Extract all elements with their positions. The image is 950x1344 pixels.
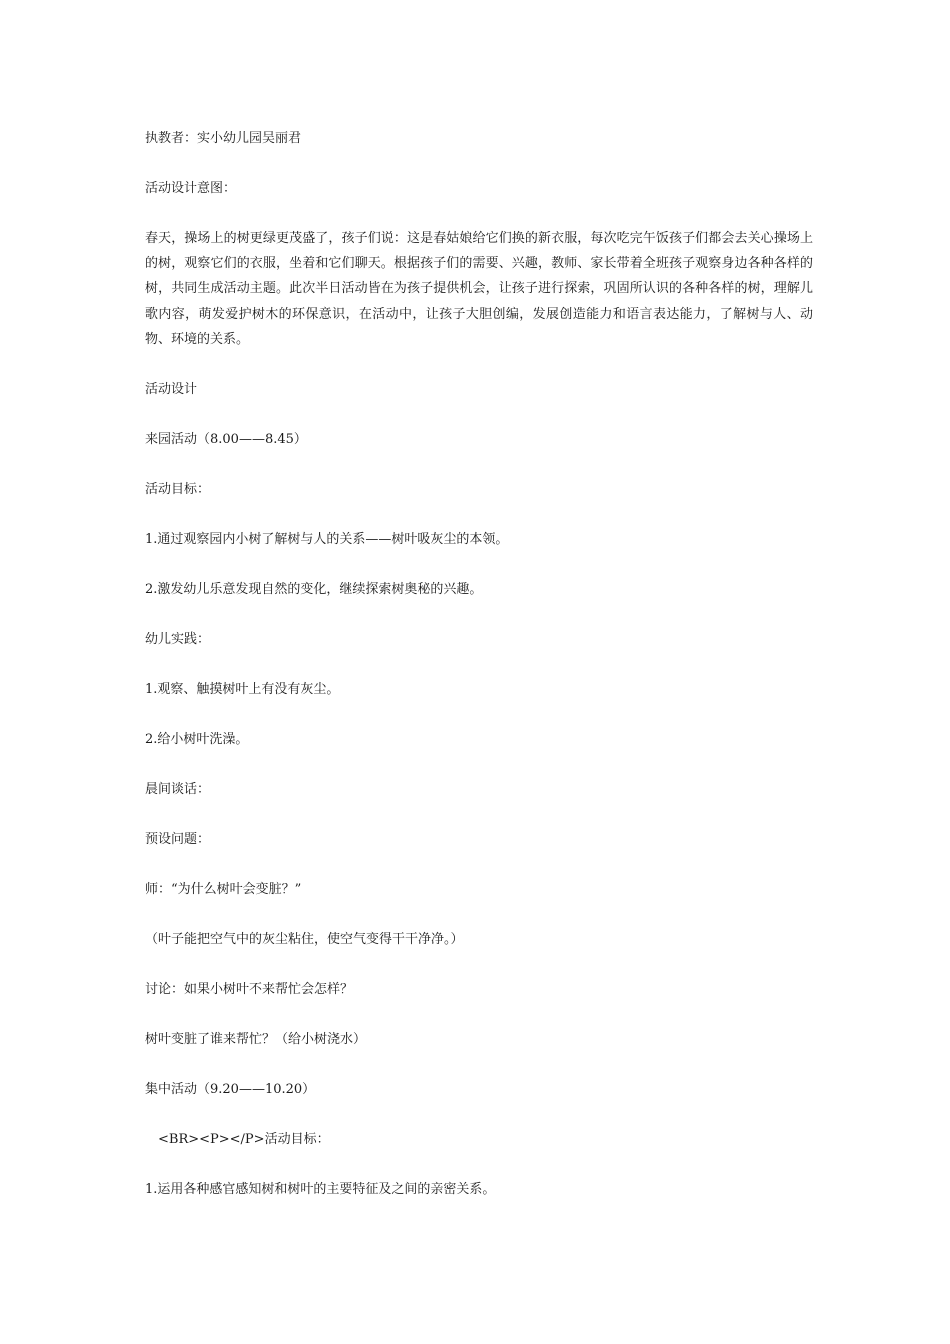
discussion-line: 讨论：如果小树叶不来帮忙会怎样？ (145, 982, 354, 998)
activity-goals-heading: 活动目标： (145, 482, 211, 498)
author-line: 执教者：实小幼儿园吴丽君 (145, 131, 302, 146)
goal-item-2: 2.激发幼儿乐意发现自然的变化，继续探索树奥秘的兴趣。 (145, 582, 483, 598)
teacher-question: 师：“为什么树叶会变脏？” (145, 882, 302, 898)
design-intent-paragraph: 春天，操场上的树更绿更茂盛了，孩子们说：这是春姑娘给它们换的新衣服，每次吃完午饭孩子们都会去关心操场上的树，观察它们的衣服，坐着和它们聊天。根据孩子们的需要、兴趣，教师、家长带着全班孩子观察身边各种各样的树，共同生成活动主题。此次半日活动皆在为孩子提供机会，让孩子进行探索，巩固所认识的各种各样的树，理解儿歌内容，萌发爱护树木的环保意识，在活动中，让孩子大胆创编，发展创造能力和语言表达能力，了解树与人、动物、环境的关系。 (145, 231, 813, 347)
section-heading-activity-design: 活动设计 (145, 382, 198, 398)
preset-questions-heading: 预设问题： (145, 832, 211, 848)
morning-talk-heading: 晨间谈话： (145, 782, 211, 798)
practice-item-2: 2.给小树叶洗澡。 (145, 732, 249, 748)
practice-heading: 幼儿实践： (145, 632, 211, 648)
document-body (145, 126, 813, 1202)
practice-item-1: 1.观察、触摸树叶上有没有灰尘。 (145, 682, 340, 698)
answer-note: （叶子能把空气中的灰尘粘住，使空气变得干干净净。） (145, 932, 464, 948)
group-goal-item-1: 1.运用各种感官感知树和树叶的主要特征及之间的亲密关系。 (145, 1182, 496, 1198)
goal-item-1: 1.通过观察园内小树了解树与人的关系——树叶吸灰尘的本领。 (145, 532, 509, 548)
section-heading-design-intent: 活动设计意图： (145, 181, 237, 196)
group-activity-heading: 集中活动（9.20——10.20） (145, 1082, 316, 1098)
follow-up-question: 树叶变脏了谁来帮忙？（给小树浇水） (145, 1032, 367, 1048)
arrival-activity-heading: 来园活动（8.00——8.45） (145, 432, 307, 448)
group-goals-heading: <BR><P></P>活动目标： (158, 1132, 330, 1148)
